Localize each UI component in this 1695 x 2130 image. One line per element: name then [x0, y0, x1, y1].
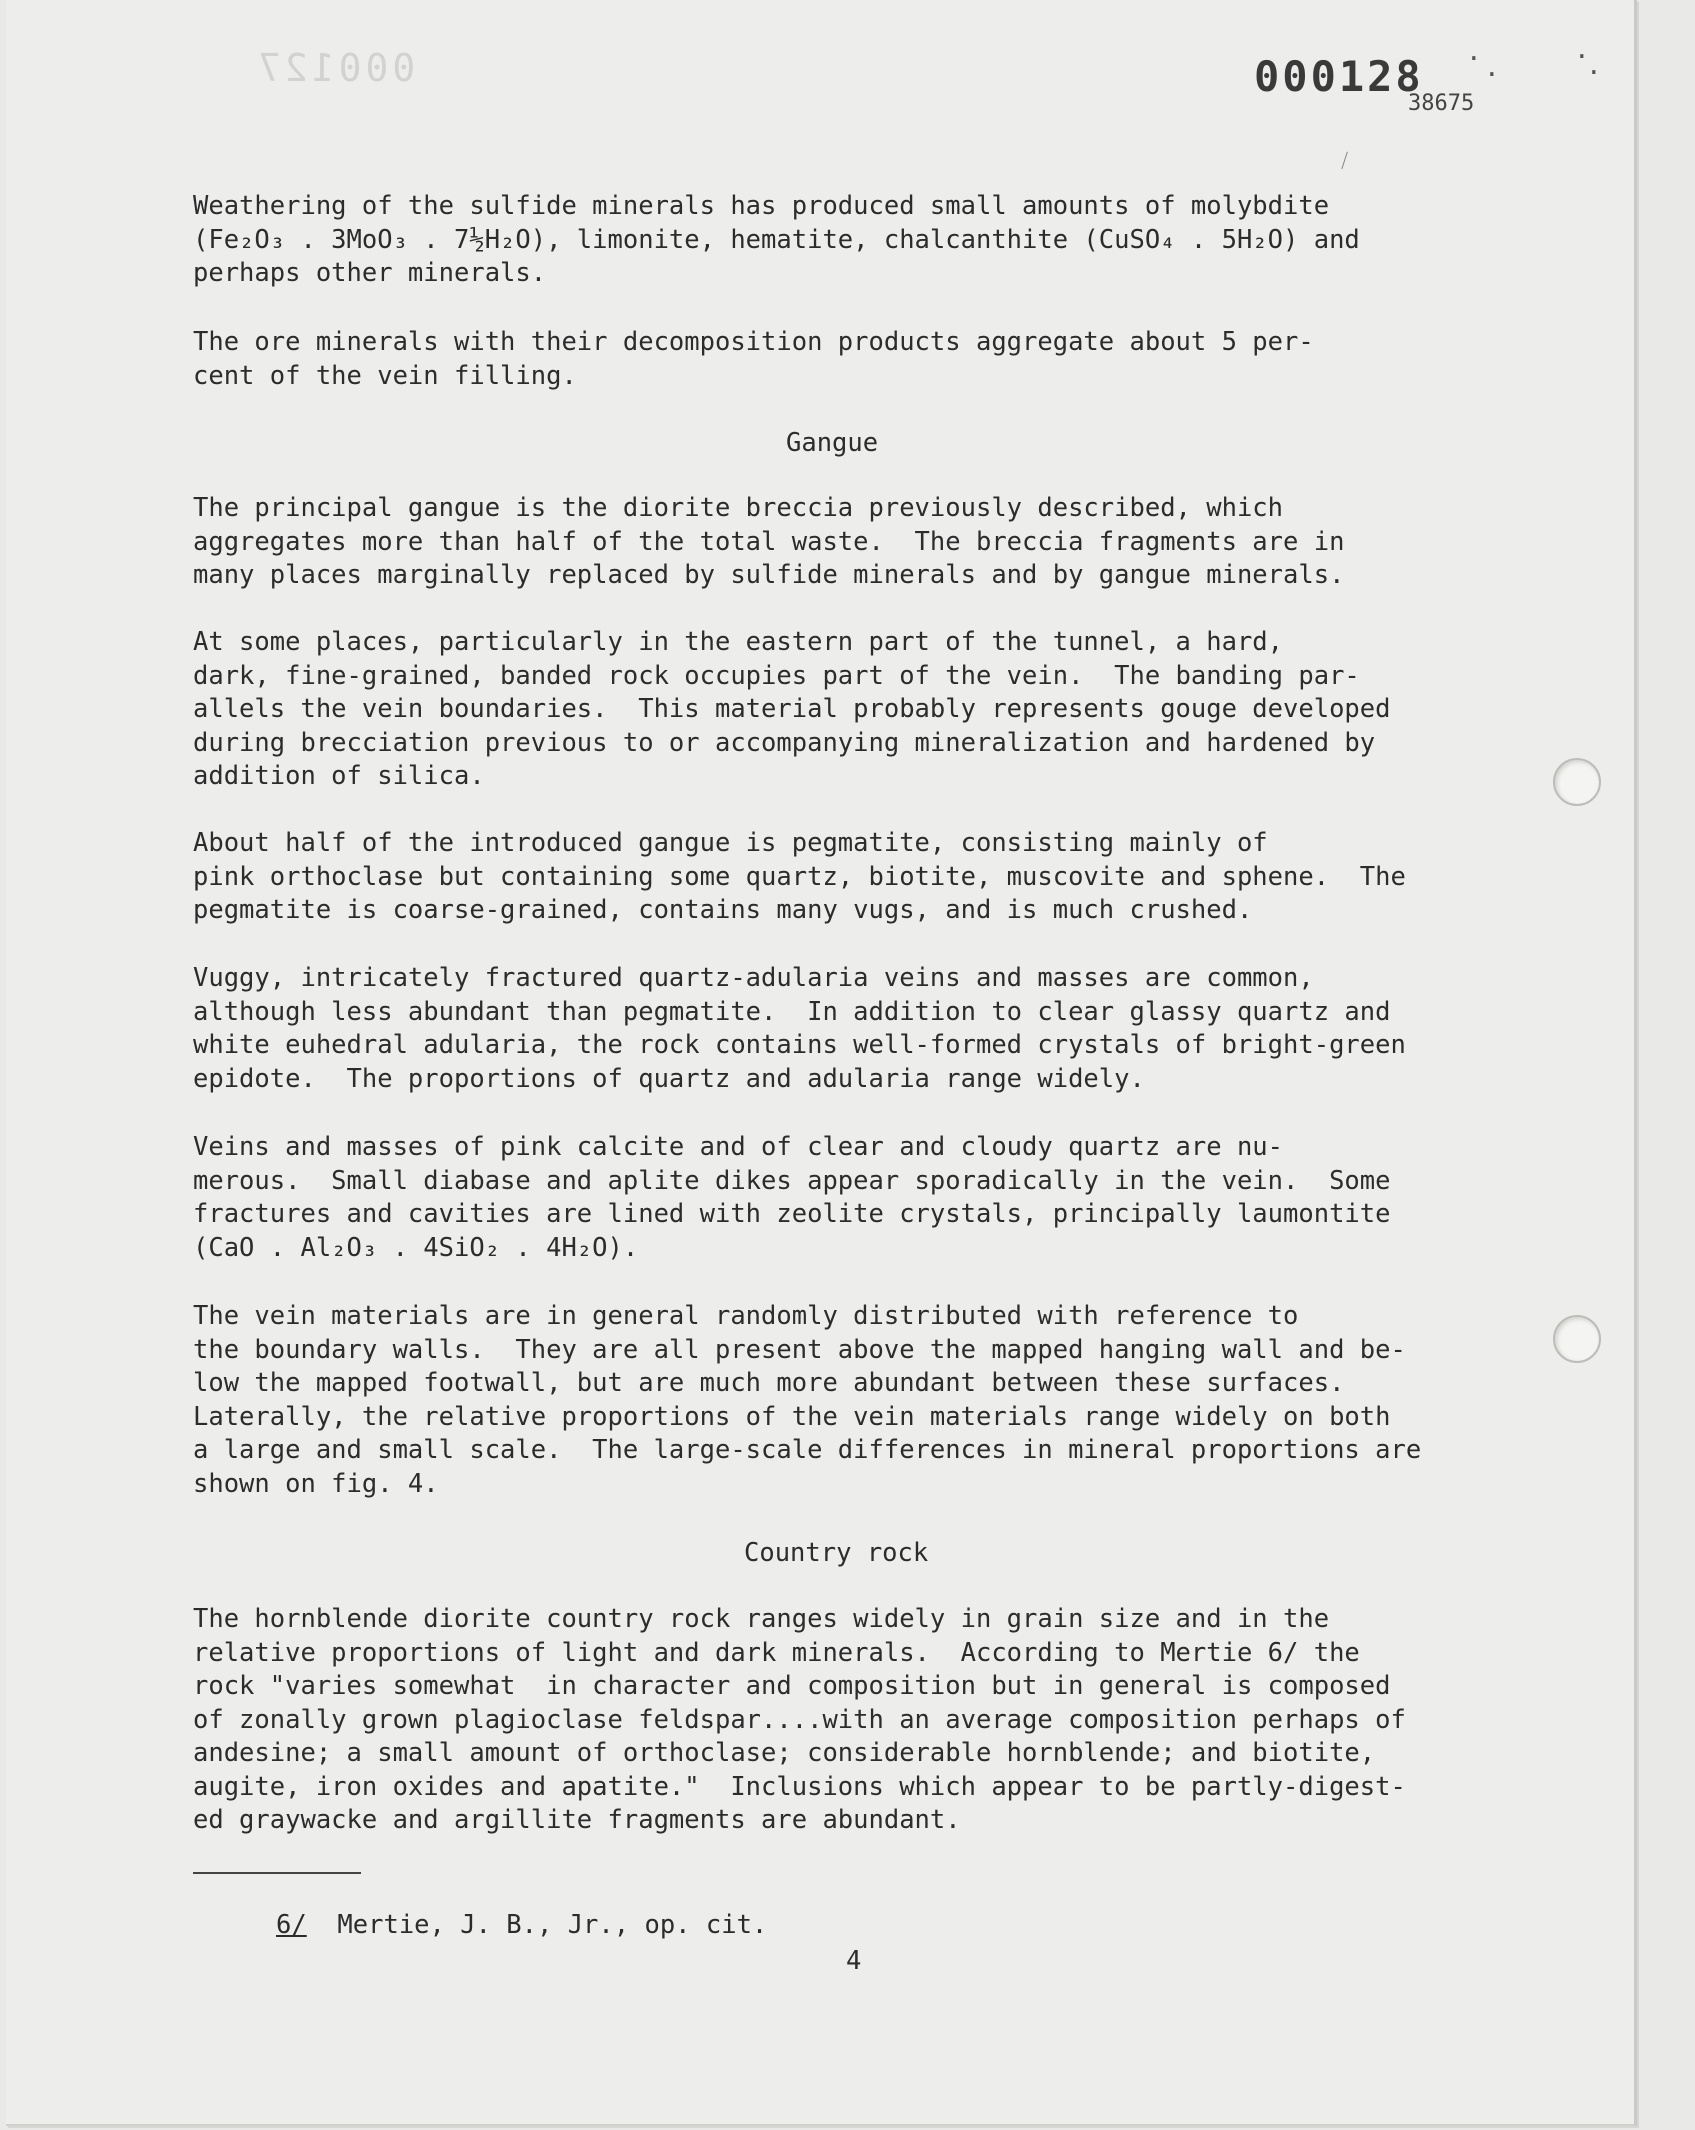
- stray-mark: ·: [1484, 60, 1500, 90]
- document-number: 000128: [1254, 52, 1424, 101]
- stray-mark: ·: [1574, 42, 1590, 72]
- paragraph-vein-distribution: The vein materials are in general randomly distributed with reference to the boundary walls. They are all present above the mapped hanging wall and be- low the mapped footwall, but are much more abundant between these surfaces. Laterally, the relative proportions of the vein materials range widely on both a large and small scale. The large-scale differences in mineral proportions are shown on fig. 4.: [193, 1301, 1422, 1499]
- paragraph-weathering: Weathering of the sulfide minerals has produced small amounts of molybdite (Fe₂O₃ . 3MoO₃ . 7½H₂O), limonite, hematite, chalcanthite (CuSO₄ . 5H₂O) and perhaps other minerals.: [193, 191, 1360, 288]
- pencil-mark: [1341, 152, 1351, 171]
- footnote: [276, 1910, 767, 1940]
- paragraph-pegmatite: About half of the introduced gangue is pegmatite, consisting mainly of pink orthoclase but containing some quartz, biotite, muscovite and sphene. The pegmatite is coarse-grained, contains many vugs, and is much crushed.: [193, 828, 1406, 925]
- footnote-mark: 6/: [276, 1910, 307, 1940]
- paragraph-principal-gangue: The principal gangue is the diorite breccia previously described, which aggregates more than half of the total waste. The breccia fragments are in many places marginally replaced by sulfide minerals and by gangue minerals.: [193, 493, 1345, 590]
- footnote-rule: [193, 1872, 361, 1874]
- heading-country-rock: Country rock: [744, 1538, 929, 1568]
- bleed-through-number: 000127: [254, 46, 416, 90]
- footnote-text: Mertie, J. B., Jr., op. cit.: [306, 1910, 768, 1940]
- page-number: 4: [846, 1946, 862, 1976]
- paragraph-banded-rock: At some places, particularly in the eastern part of the tunnel, a hard, dark, fine-grained, banded rock occupies part of the vein. The banding par- allels the vein boundaries. This material probably represents gouge developed during brecciation previous to or accompanying mineralization and hardened by addition of silica.: [193, 627, 1391, 791]
- paragraph-country-rock: The hornblende diorite country rock ranges widely in grain size and in the relative proportions of light and dark minerals. According to Mertie 6/ the rock "varies somewhat in character and composition but in general is composed of zonally grown plagioclase feldspar....with an average composition perhaps of andesine; a small amount of orthoclase; considerable hornblende; and biotite, augite, iron oxides and apatite." Inclusions which appear to be partly-digest- ed graywacke and argillite fragments are abundant.: [193, 1604, 1406, 1835]
- paragraph-calcite-quartz: Veins and masses of pink calcite and of clear and cloudy quartz are nu- merous. Small diabase and aplite dikes appear sporadically in the vein. Some fractures and cavities are lined with zeolite crystals, principally laumontite (CaO . Al₂O₃ . 4SiO₂ . 4H₂O).: [193, 1132, 1391, 1263]
- punch-hole: [1553, 758, 1601, 806]
- document-sub-number: 38675: [1408, 91, 1475, 116]
- stray-mark: ·: [1466, 44, 1482, 74]
- document-page: [6, 0, 1637, 2126]
- paragraph-quartz-adularia: Vuggy, intricately fractured quartz-adularia veins and masses are common, although less abundant than pegmatite. In addition to clear glassy quartz and white euhedral adularia, the rock contains well-formed crystals of bright-green epidote. The proportions of quartz and adularia range widely.: [193, 963, 1406, 1094]
- punch-hole: [1553, 1315, 1601, 1363]
- stray-mark: ·: [1586, 58, 1602, 88]
- paragraph-ore-minerals: The ore minerals with their decomposition products aggregate about 5 per- cent of the vein filling.: [193, 327, 1314, 391]
- heading-gangue: Gangue: [786, 428, 879, 458]
